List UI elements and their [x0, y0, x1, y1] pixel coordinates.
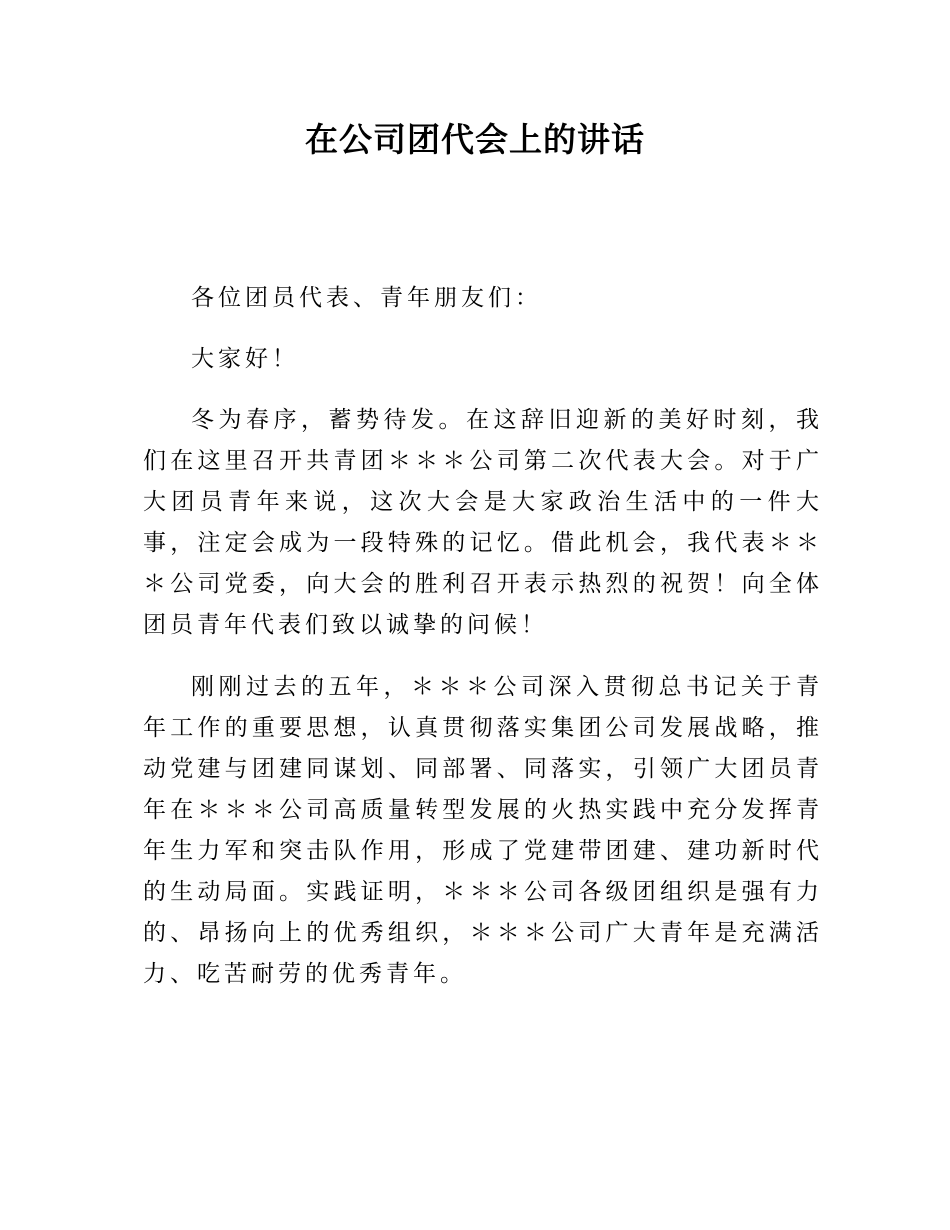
document-title: 在公司团代会上的讲话: [305, 120, 645, 159]
review-paragraph: 刚刚过去的五年，＊＊＊公司深入贯彻总书记关于青年工作的重要思想，认真贯彻落实集团公司发展战略，推动党建与团建同谋划、同部署、同落实，引领广大团员青年在＊＊＊公司高质量转型发展的火热实践中充分发挥青年生力军和突击队作用，形成了党建带团建、建功新时代的生动局面。实践证明，＊＊＊公司各级团组织是强有力的、昂扬向上的优秀组织，＊＊＊公司广大青年是充满活力、吃苦耐劳的优秀青年。: [143, 674, 823, 987]
document-body: [143, 278, 823, 1016]
salutation-paragraph: 各位团员代表、青年朋友们：: [191, 285, 542, 311]
opening-paragraph: 冬为春序，蓄势待发。在这辞旧迎新的美好时刻，我们在这里召开共青团＊＊＊公司第二次代表大会。对于广大团员青年来说，这次大会是大家政治生活中的一件大事，注定会成为一段特殊的记忆。借此机会，我代表＊＊＊公司党委，向大会的胜利召开表示热烈的祝贺！向全体团员青年代表们致以诚挚的问候！: [143, 407, 823, 638]
greeting-paragraph: 大家好！: [191, 346, 299, 372]
